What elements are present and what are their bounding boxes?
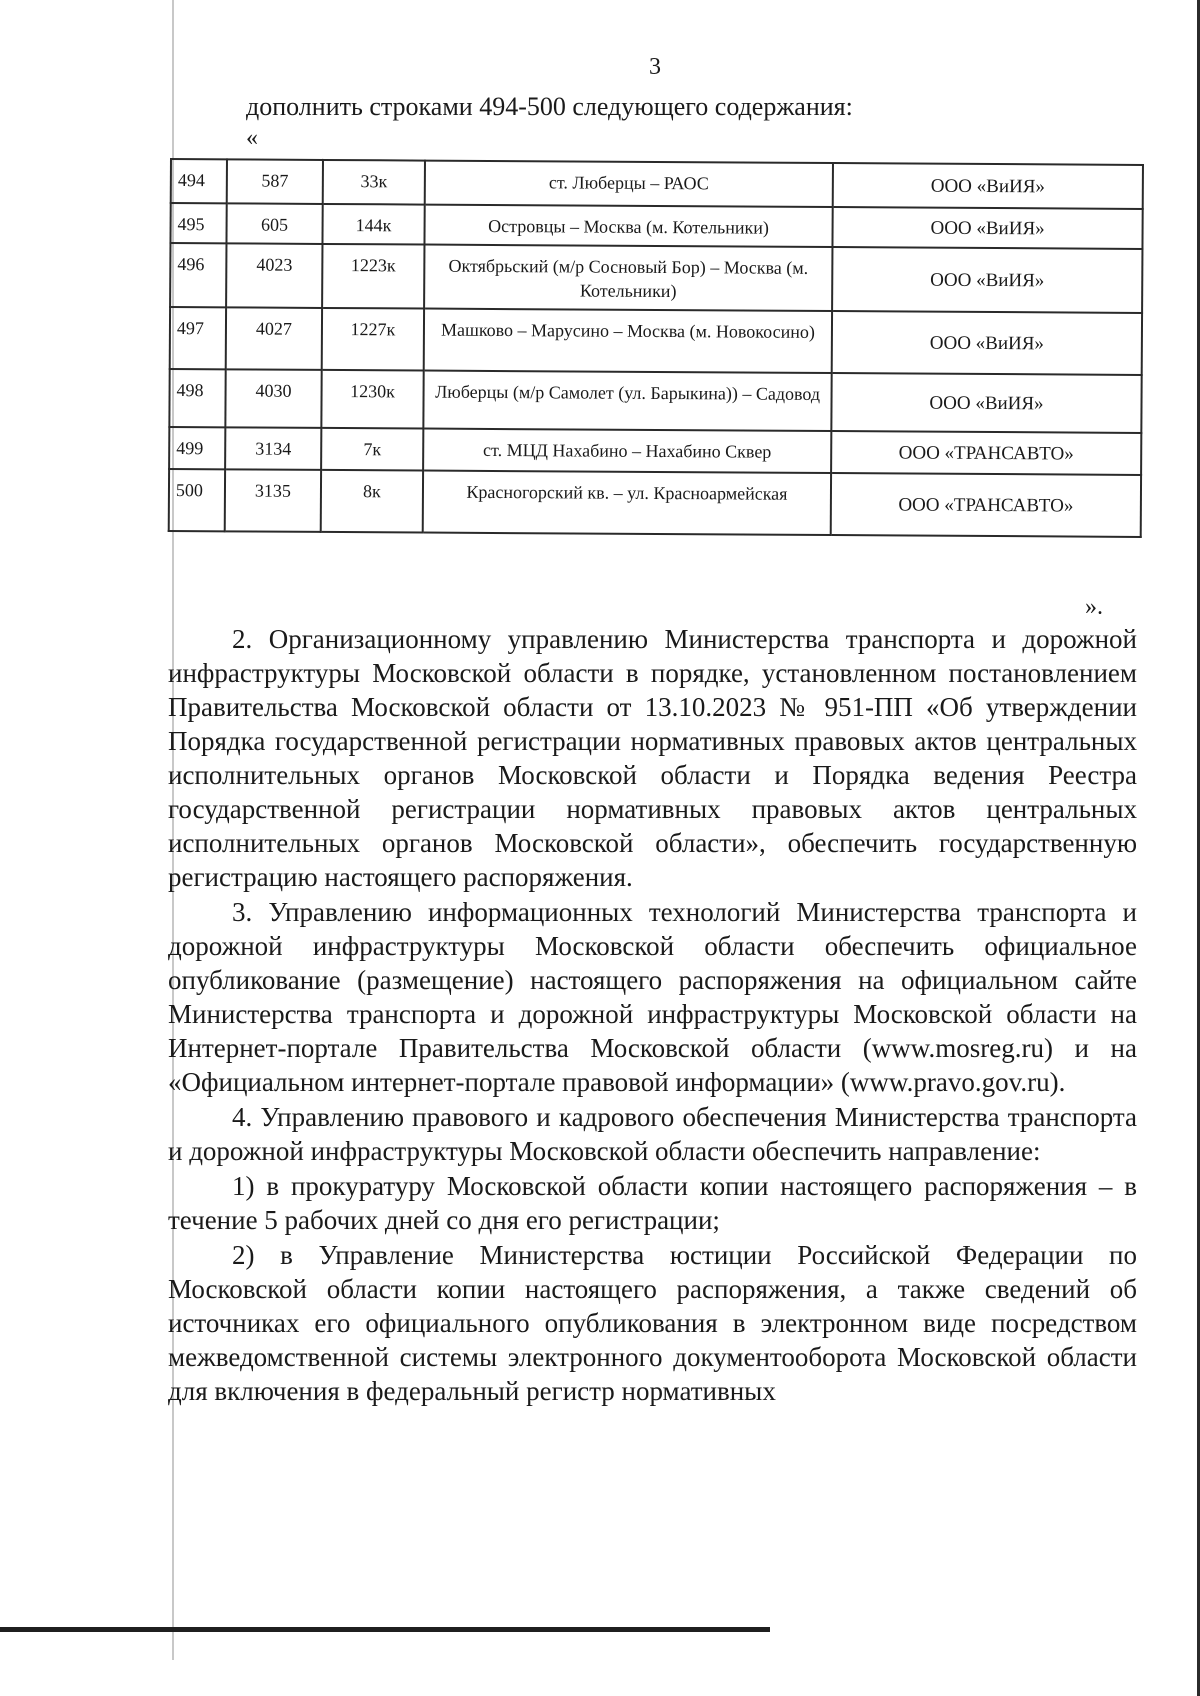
route-code-cell: 33к — [323, 160, 425, 205]
paragraph-4-item-1: 1) в прокуратуру Московской области копии настоящего распоряжения – в течение 5 рабочих дней со дня его регистрации; — [168, 1171, 1137, 1235]
route-number-cell: 605 — [226, 203, 322, 244]
route-number-cell: 4023 — [226, 243, 322, 308]
route-code-cell: 1223к — [322, 244, 424, 309]
closing-quote: ». — [1085, 594, 1103, 620]
route-number-cell: 4030 — [225, 369, 321, 428]
page-bottom-rule — [0, 1627, 770, 1632]
route-name-cell: ст. МЦД Нахабино – Нахабино Сквер — [423, 429, 831, 473]
row-number-cell: 497 — [170, 307, 226, 369]
intro-line: дополнить строками 494-500 следующего содержания: — [246, 92, 853, 121]
carrier-cell: ООО «ВиИЯ» — [832, 247, 1142, 313]
table-row — [169, 469, 1141, 537]
route-code-cell: 144к — [322, 204, 424, 245]
carrier-cell: ООО «ТРАНСАВТО» — [831, 431, 1141, 475]
row-number-cell: 498 — [169, 369, 225, 427]
carrier-cell: ООО «ВиИЯ» — [832, 207, 1142, 249]
table-row — [171, 159, 1143, 209]
paragraph-3: 3. Управлению информационных технологий Министерства транспорта и дорожной инфраструктуры Московской области обеспечить официальное опубликование (размещение) настоящего распоряжения на официальном сайте Министерства транспорта и дорожной инфраструктуры Московской области на Интернет-портале Правительства Московской области (www.mosreg.ru) и на «Официальном интернет-портале правовой информации» (www.pravo.gov.ru). — [168, 897, 1137, 1097]
paragraph-4-item-2: 2) в Управление Министерства юстиции Российской Федерации по Московской области копии настоящего распоряжения, а также сведений об источниках его официального опубликования в электронном виде посредством межведомственной системы электронного документооборота Московской области для включения в федеральный регистр нормативных — [168, 1240, 1137, 1406]
row-number-cell: 495 — [170, 203, 226, 243]
route-number-cell: 3135 — [225, 469, 321, 532]
carrier-cell: ООО «ВиИЯ» — [831, 373, 1141, 433]
route-name-cell: Красногорский кв. – ул. Красноармейская — [423, 471, 831, 535]
row-number-cell: 494 — [171, 159, 227, 203]
table-row — [170, 307, 1142, 375]
route-name-cell: Островцы – Москва (м. Котельники) — [424, 205, 832, 247]
page-number: 3 — [649, 54, 661, 80]
routes-table — [168, 158, 1144, 538]
paragraph-4: 4. Управлению правового и кадрового обеспечения Министерства транспорта и дорожной инфраструктуры Московской области обеспечить направление: — [168, 1102, 1137, 1166]
row-number-cell: 499 — [169, 427, 225, 469]
route-name-cell: ст. Люберцы – РАОС — [425, 161, 833, 207]
route-number-cell: 587 — [227, 159, 323, 204]
route-code-cell: 8к — [321, 470, 423, 533]
route-number-cell: 4027 — [226, 307, 322, 370]
row-number-cell: 496 — [170, 243, 226, 307]
route-code-cell: 1227к — [322, 308, 424, 371]
route-code-cell: 1230к — [321, 370, 423, 429]
body-text — [168, 622, 1137, 1409]
table-row — [169, 369, 1141, 433]
route-name-cell: Октябрьский (м/р Сосновый Бор) – Москва (м. Котельники) — [424, 245, 832, 311]
carrier-cell: ООО «ВиИЯ» — [833, 163, 1143, 209]
carrier-cell: ООО «ВиИЯ» — [832, 311, 1142, 375]
route-code-cell: 7к — [321, 428, 423, 471]
carrier-cell: ООО «ТРАНСАВТО» — [831, 473, 1141, 537]
route-name-cell: Машково – Марусино – Москва (м. Новокосино) — [424, 309, 832, 373]
table-row — [170, 203, 1142, 249]
route-name-cell: Люберцы (м/р Самолет (ул. Барыкина)) – Садовод — [423, 371, 831, 431]
route-number-cell: 3134 — [225, 427, 321, 470]
paragraph-2: 2. Организационному управлению Министерства транспорта и дорожной инфраструктуры Московской области в порядке, установленном постановлением Правительства Московской области от 13.10.2023 № 951-ПП «Об утверждении Порядка государственной регистрации нормативных правовых актов центральных исполнительных органов Московской области и Порядка ведения Реестра государственной регистрации нормативных правовых актов центральных исполнительных органов Московской области», обеспечить государственную регистрацию настоящего распоряжения. — [168, 624, 1137, 892]
row-number-cell: 500 — [169, 469, 225, 531]
table-row — [170, 243, 1142, 313]
opening-quote: « — [246, 125, 258, 151]
table-row — [169, 427, 1141, 475]
routes-table-body — [169, 159, 1143, 537]
